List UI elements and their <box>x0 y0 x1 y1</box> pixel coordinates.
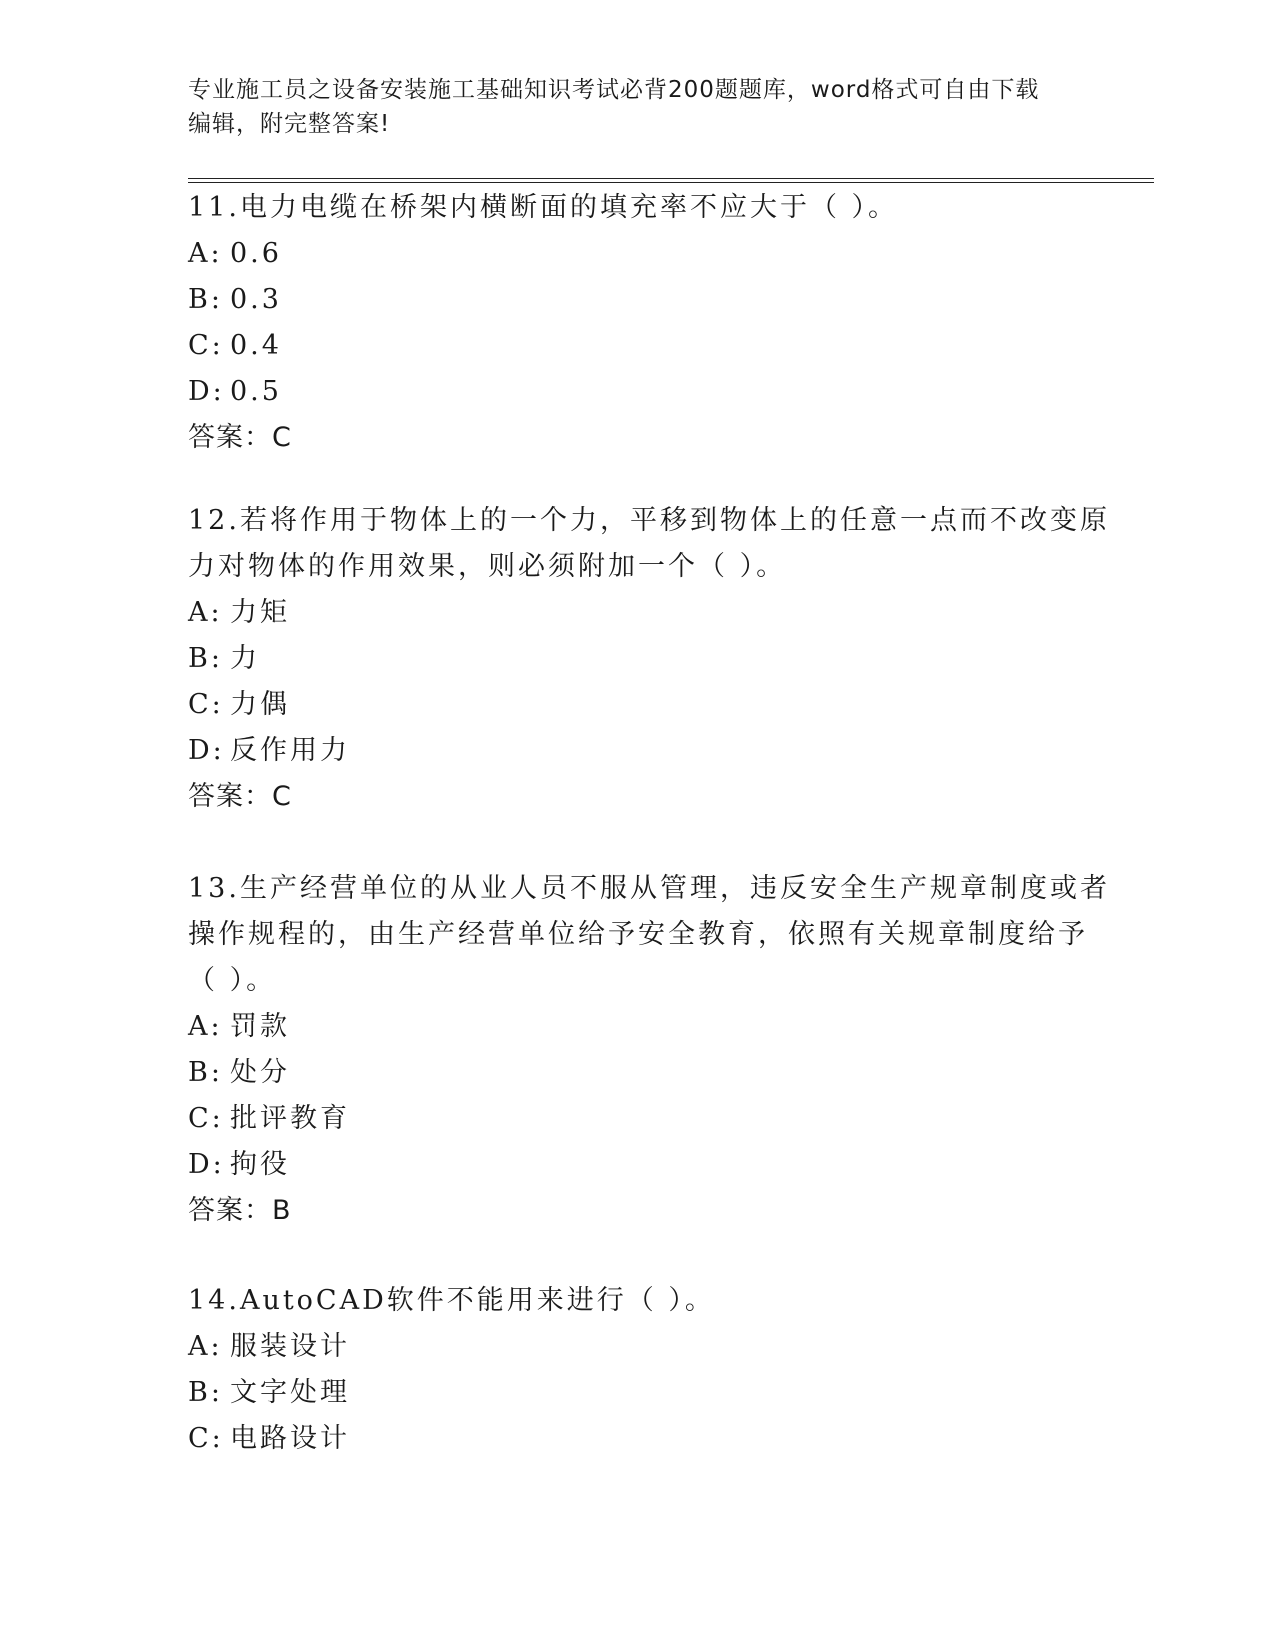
header-line-1: 专业施工员之设备安装施工基础知识考试必背200题题库，word格式可自由下载 <box>188 77 1040 103</box>
option-a <box>188 1004 1088 1050</box>
option-text: 力偶 <box>230 689 290 720</box>
option-b <box>188 1370 1088 1416</box>
question-text: 力对物体的作用效果，则必须附加一个（ ）。 <box>188 551 787 582</box>
option-label: A: <box>188 238 223 269</box>
question-text: 13.生产经营单位的从业人员不服从管理，违反安全生产规章制度或者 <box>188 873 1110 904</box>
option-c <box>188 1096 1088 1142</box>
option-d <box>188 369 1088 415</box>
option-text: 力矩 <box>230 597 290 628</box>
option-text: 0.5 <box>230 376 282 407</box>
header-divider-top <box>188 178 1154 179</box>
option-label: D: <box>188 1149 225 1180</box>
question-11 <box>188 185 1088 461</box>
option-a <box>188 590 1088 636</box>
option-text: 力 <box>230 643 260 674</box>
header-divider-bottom <box>188 182 1154 183</box>
option-label: A: <box>188 1011 223 1042</box>
option-text: 处分 <box>230 1057 290 1088</box>
option-a <box>188 231 1088 277</box>
option-text: 服装设计 <box>230 1331 350 1362</box>
option-d <box>188 1142 1088 1188</box>
option-label: B: <box>188 1377 223 1408</box>
question-text: 14.AutoCAD软件不能用来进行（ ）。 <box>188 1285 715 1316</box>
option-text: 文字处理 <box>230 1377 350 1408</box>
option-c <box>188 1416 1088 1462</box>
option-label: C: <box>188 1103 224 1134</box>
option-text: 罚款 <box>230 1011 290 1042</box>
option-label: C: <box>188 689 224 720</box>
option-text: 电路设计 <box>230 1423 350 1454</box>
option-label: B: <box>188 284 223 315</box>
question-14 <box>188 1278 1088 1462</box>
option-d <box>188 728 1088 774</box>
option-a <box>188 1324 1088 1370</box>
option-b <box>188 636 1088 682</box>
option-text: 0.4 <box>230 330 282 361</box>
option-text: 拘役 <box>230 1149 290 1180</box>
option-text: 0.6 <box>230 238 282 269</box>
option-text: 反作用力 <box>230 735 350 766</box>
document-header <box>188 73 1088 141</box>
option-label: D: <box>188 376 225 407</box>
question-text: 12.若将作用于物体上的一个力，平移到物体上的任意一点而不改变原 <box>188 505 1110 536</box>
answer: 答案：C <box>188 422 292 453</box>
answer: 答案：B <box>188 1195 292 1226</box>
option-text: 批评教育 <box>230 1103 350 1134</box>
header-line-2: 编辑，附完整答案! <box>188 111 391 137</box>
option-label: C: <box>188 1423 224 1454</box>
option-label: B: <box>188 643 223 674</box>
option-c <box>188 682 1088 728</box>
question-text: 11.电力电缆在桥架内横断面的填充率不应大于（ ）。 <box>188 192 899 223</box>
option-label: D: <box>188 735 225 766</box>
option-b <box>188 1050 1088 1096</box>
option-b <box>188 277 1088 323</box>
option-c <box>188 323 1088 369</box>
option-text: 0.3 <box>230 284 282 315</box>
question-12 <box>188 498 1110 820</box>
option-label: B: <box>188 1057 223 1088</box>
option-label: A: <box>188 1331 223 1362</box>
question-13 <box>188 866 1110 1234</box>
option-label: C: <box>188 330 224 361</box>
answer: 答案：C <box>188 781 292 812</box>
question-text: 操作规程的，由生产经营单位给予安全教育，依照有关规章制度给予 <box>188 919 1088 950</box>
option-label: A: <box>188 597 223 628</box>
question-text: （ ）。 <box>188 965 277 996</box>
